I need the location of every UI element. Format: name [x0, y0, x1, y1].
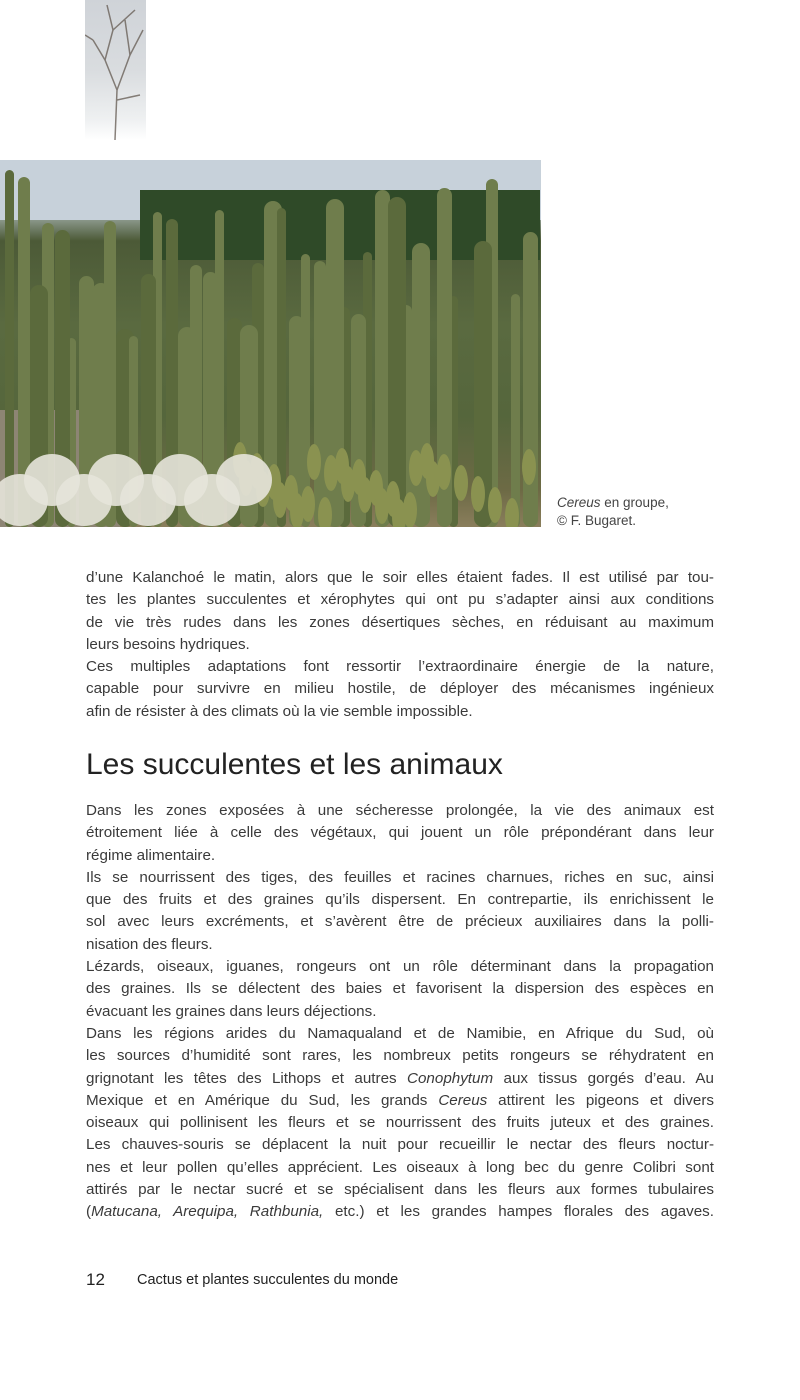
text-run: régime alimentaire. — [86, 846, 216, 864]
text-run: aux tissus gorgés d’eau. Au — [493, 1069, 714, 1087]
text-line — [86, 956, 714, 978]
paragraph — [86, 800, 714, 867]
caption-text: en groupe, — [600, 495, 669, 510]
text-run: nes et leur pollen qu’elles apprécient. Les oiseaux à long bec du genre Colibri sont — [86, 1158, 714, 1176]
bare-tree-illustration — [85, 0, 146, 140]
text-run: Ils se nourrissent des tiges, des feuilles et racines charnues, riches en suc, ainsi — [86, 868, 714, 886]
text-line — [86, 701, 714, 723]
text-line — [86, 867, 714, 889]
small-cactus — [324, 455, 338, 491]
text-run: grignotant les têtes des Lithops et autres — [86, 1069, 408, 1087]
text-line — [86, 1112, 714, 1134]
text-run: attirés par le nectar sucré et se spécialisent dans les fleurs aux formes tubulaires — [86, 1181, 714, 1199]
text-run: leurs besoins hydriques. — [86, 635, 250, 653]
text-run: Mexique et en Amérique du Sud, les grands — [86, 1091, 439, 1109]
text-run: évacuant les graines dans leurs déjections. — [86, 1002, 377, 1020]
caption-genus: Cereus — [557, 495, 601, 510]
text-line — [86, 1090, 714, 1112]
text-run: étroitement liée à celle des végétaux, qui jouent un rôle prépondérant dans leur — [86, 824, 714, 842]
text-line — [86, 678, 714, 700]
text-line — [86, 800, 714, 822]
running-footer-title: Cactus et plantes succulentes du monde — [137, 1272, 399, 1288]
text-run: Dans les régions arides du Namaqualand et de Namibie, en Afrique du Sud, où — [86, 1024, 714, 1042]
caption-credit: © F. Bugaret. — [557, 513, 636, 528]
text-line — [86, 889, 714, 911]
small-cactus — [409, 450, 423, 486]
photo-caption — [557, 494, 669, 530]
small-cactus — [358, 477, 372, 513]
text-run: de vie très rudes dans les zones désertiques sèches, en réduisant au maximum — [86, 613, 714, 631]
text-line — [86, 1201, 714, 1223]
small-cactus — [454, 465, 468, 501]
cereus-group-photo — [0, 160, 541, 527]
text-line — [86, 1023, 714, 1045]
text-line — [86, 1068, 714, 1090]
small-cactus — [341, 466, 355, 502]
text-run: capable pour survivre en milieu hostile, de déployer des mécanismes ingénieux — [86, 680, 714, 698]
text-run: des graines. Ils se délectent des baies et favorisent la dispersion des espèces en — [86, 980, 714, 998]
text-line — [86, 978, 714, 1000]
text-line — [86, 567, 714, 589]
small-cactus — [307, 444, 321, 480]
text-run: Les chauves-souris se déplacent la nuit pour recueillir le nectar des fleurs noctur- — [86, 1136, 714, 1154]
italic-taxon: Conophytum — [407, 1069, 494, 1087]
text-run: que des fruits et des graines qu’ils dispersent. En contrepartie, ils enrichissent le — [86, 891, 714, 909]
paragraph — [86, 656, 714, 723]
text-run: les sources d’humidité sont rares, les nombreux petits rongeurs se réhydratent en — [86, 1047, 714, 1065]
paragraph — [86, 867, 714, 956]
page-number: 12 — [86, 1270, 105, 1289]
text-line — [86, 634, 714, 656]
text-run: Lézards, oiseaux, iguanes, rongeurs ont un rôle déterminant dans la propagation — [86, 958, 714, 976]
text-run: nisation des fleurs. — [86, 935, 213, 953]
cactus-column — [511, 294, 520, 527]
small-cactus — [273, 482, 287, 518]
paragraph — [86, 567, 714, 656]
body-text-section — [86, 800, 714, 1224]
text-line — [86, 589, 714, 611]
text-line — [86, 1001, 714, 1023]
cactus-column — [314, 261, 326, 527]
paragraph — [86, 956, 714, 1023]
small-cactus — [488, 487, 502, 523]
text-run: Dans les zones exposées à une sécheresse prolongée, la vie des animaux est — [86, 802, 714, 819]
text-run: oiseaux qui pollinisent les fleurs et se nourrissent des fruits juteux et des graines. — [86, 1114, 714, 1132]
text-run: Ces multiples adaptations font ressortir l’extraordinaire énergie de la nature, — [86, 658, 714, 676]
text-line — [86, 911, 714, 933]
small-cactus — [375, 488, 389, 524]
italic-taxon: Matucana, Arequipa, Rathbunia, — [91, 1203, 324, 1221]
cactus-illustration — [0, 160, 541, 527]
text-line — [86, 845, 714, 867]
cactus-column — [388, 197, 406, 527]
small-cactus — [471, 476, 485, 512]
text-run: attirent les pigeons et divers — [487, 1091, 714, 1109]
text-line — [86, 934, 714, 956]
section-heading: Les succulentes et les animaux — [86, 748, 503, 781]
text-run: d’une Kalanchoé le matin, alors que le soir elles étaient fades. Il est utilisé par tou- — [86, 569, 714, 586]
cholla-cactus — [216, 454, 272, 506]
small-cactus — [522, 449, 536, 485]
italic-taxon: Cereus — [438, 1091, 488, 1109]
text-line — [86, 1157, 714, 1179]
body-text-intro — [86, 567, 714, 723]
small-cactus — [426, 461, 440, 497]
text-run: sol avec leurs excréments, et s’avèrent être de précieux auxiliaires dans la polli- — [86, 913, 714, 931]
text-line — [86, 822, 714, 844]
tree-thumbnail-image — [85, 0, 146, 140]
text-run: tes les plantes succulentes et xérophytes qui ont pu s’adapter ainsi aux conditions — [86, 591, 714, 609]
text-run: etc.) et les grandes hampes florales des agaves. — [323, 1203, 714, 1221]
text-line — [86, 612, 714, 634]
paragraph — [86, 1023, 714, 1224]
text-run: ( — [86, 1203, 92, 1221]
text-line — [86, 1045, 714, 1067]
text-line — [86, 656, 714, 678]
text-run: afin de résister à des climats où la vie semble impossible. — [86, 702, 473, 720]
cactus-column — [5, 170, 14, 527]
text-line — [86, 1179, 714, 1201]
text-line — [86, 1134, 714, 1156]
